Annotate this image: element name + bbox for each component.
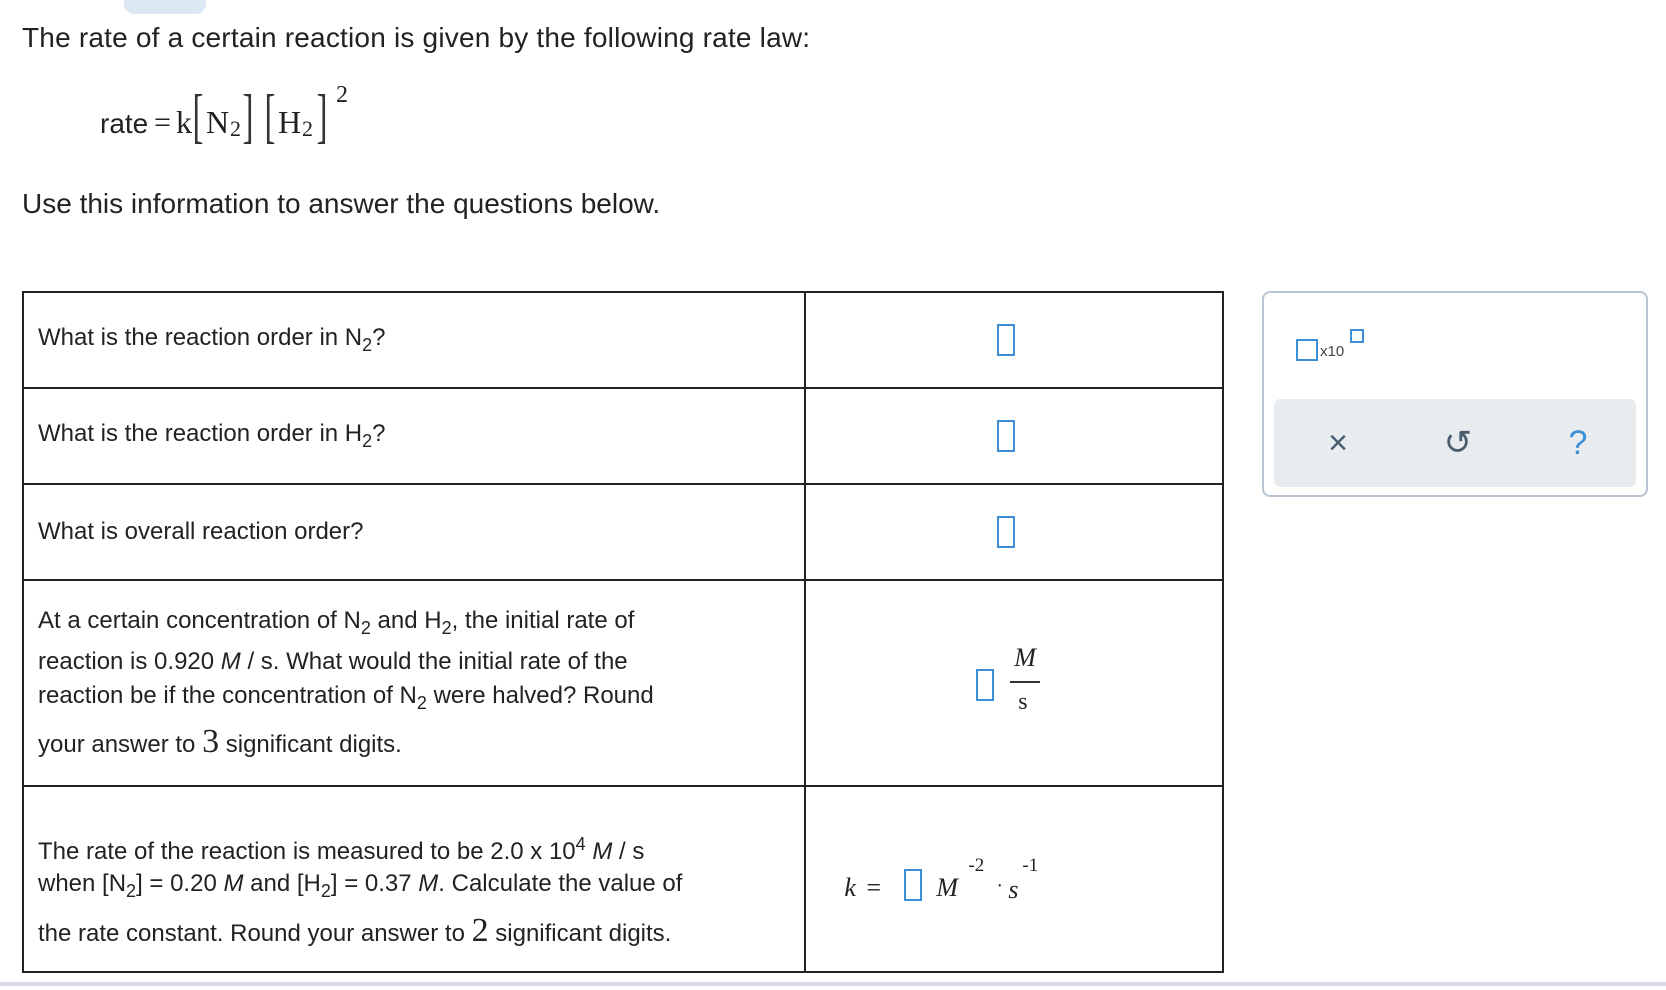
sig-digits-number: 3 [202,723,220,761]
species-n: N [206,104,230,140]
question-cell [23,388,805,484]
answer-input[interactable] [997,324,1015,356]
answer-cell [805,786,1223,972]
unit-numerator: M [1014,643,1036,672]
answer-cell [805,388,1223,484]
question-cell [23,580,805,786]
unit-m: M [220,647,241,675]
k-label: k [844,873,856,902]
q5-text-e: and [H [243,870,321,898]
table-row [23,786,1223,972]
question-text: What is the reaction order in N [38,324,363,352]
math-toolbox [1262,291,1648,497]
unit-m-exponent: -2 [968,855,985,876]
q5-text-f: ] = 0.37 [330,870,419,898]
answer-cell [805,484,1223,580]
subscript: 2 [362,335,373,356]
question-text: What is overall reaction order? [38,518,364,546]
answer-cell [805,580,1223,786]
undo-icon[interactable]: ↺ [1443,424,1473,462]
unit-s-exponent: -1 [1022,855,1039,876]
q5-text-g: . Calculate the value of [438,870,683,898]
bracket-right-2: ] [316,83,328,149]
species-h: H [278,104,302,140]
question-tail: ? [372,420,386,448]
q5-text-h: the rate constant. Round your answer to [38,919,472,947]
answer-input[interactable] [997,420,1015,452]
subscript: 2 [416,692,427,713]
rate-law-equation [100,84,500,164]
unit-m: M [936,873,959,902]
superscript: 4 [575,834,586,855]
bracket-left-1: [ [192,83,204,149]
rate-word: rate [100,108,149,139]
intro-text: The rate of a certain reaction is given by the following rate law: [22,22,811,53]
unit-m: M [418,870,439,898]
unit-s: s [1008,875,1019,904]
x10-label: x10 [1320,343,1345,360]
subscript: 2 [360,617,371,638]
q4-text-e: / s. What would the initial rate of the [240,647,628,675]
unit-m: M [223,870,244,898]
multiply-dot: · [996,875,1004,897]
equals-sign: = [154,106,171,139]
subscript: 2 [126,880,137,901]
question-cell [23,292,805,388]
question-text: What is the reaction order in H [38,420,363,448]
x10-base-box [1296,339,1318,361]
unit-m: M [585,838,613,866]
q4-text-a: At a certain concentration of N [38,606,361,634]
subscript: 2 [441,617,452,638]
q4-text-g: were halved? Round [426,681,654,709]
q4-text-h: your answer to [38,731,203,759]
help-icon[interactable]: ? [1568,424,1588,462]
clear-icon[interactable]: × [1328,424,1348,462]
answer-cell [805,292,1223,388]
subscript: 2 [320,880,331,901]
question-cell [23,484,805,580]
fraction-bar [1010,681,1040,683]
species-h-sub: 2 [302,116,313,141]
table-row [23,292,1223,388]
q5-text-c: when [N [38,870,127,898]
table-row [23,484,1223,580]
unit-denominator: s [1018,689,1028,715]
q5-text-a: The rate of the reaction is measured to be 2.0 x 10 [38,838,576,866]
toolbox-action-bar [1274,399,1636,487]
q5-text-i: significant digits. [488,919,672,947]
subscript: 2 [362,431,373,452]
bracket-right-1: ] [242,83,254,149]
answer-input[interactable] [997,516,1015,548]
q5-text-d: ] = 0.20 [136,870,224,898]
table-row [23,388,1223,484]
q4-text-f: reaction be if the concentration of N [38,681,417,709]
fraction-answer [954,633,1074,733]
q4-text-d: reaction is 0.920 [38,647,221,675]
q4-text-b: and H [370,606,442,634]
x10-exponent-box [1350,329,1364,343]
q5-text-b: / s [612,838,645,866]
exponent: 2 [336,82,348,108]
tab-stub [124,0,206,14]
bottom-divider [0,982,1666,986]
instructions-text: Use this information to answer the questions below. [22,188,661,219]
q4-text-i: significant digits. [219,731,402,759]
answer-input[interactable] [976,669,994,701]
q4-text-c: , the initial rate of [451,606,635,634]
rate-constant-answer [844,855,1104,931]
sig-digits-number: 2 [471,911,489,949]
answer-input[interactable] [904,869,922,901]
bracket-left-2: [ [264,83,276,149]
species-n-sub: 2 [230,116,241,141]
rate-constant: k [176,104,192,140]
table-row [23,580,1223,786]
question-table [22,291,1224,973]
equals-sign: = [866,873,882,902]
question-cell [23,786,805,972]
question-tail: ? [372,324,386,352]
scientific-notation-button[interactable] [1296,329,1376,369]
